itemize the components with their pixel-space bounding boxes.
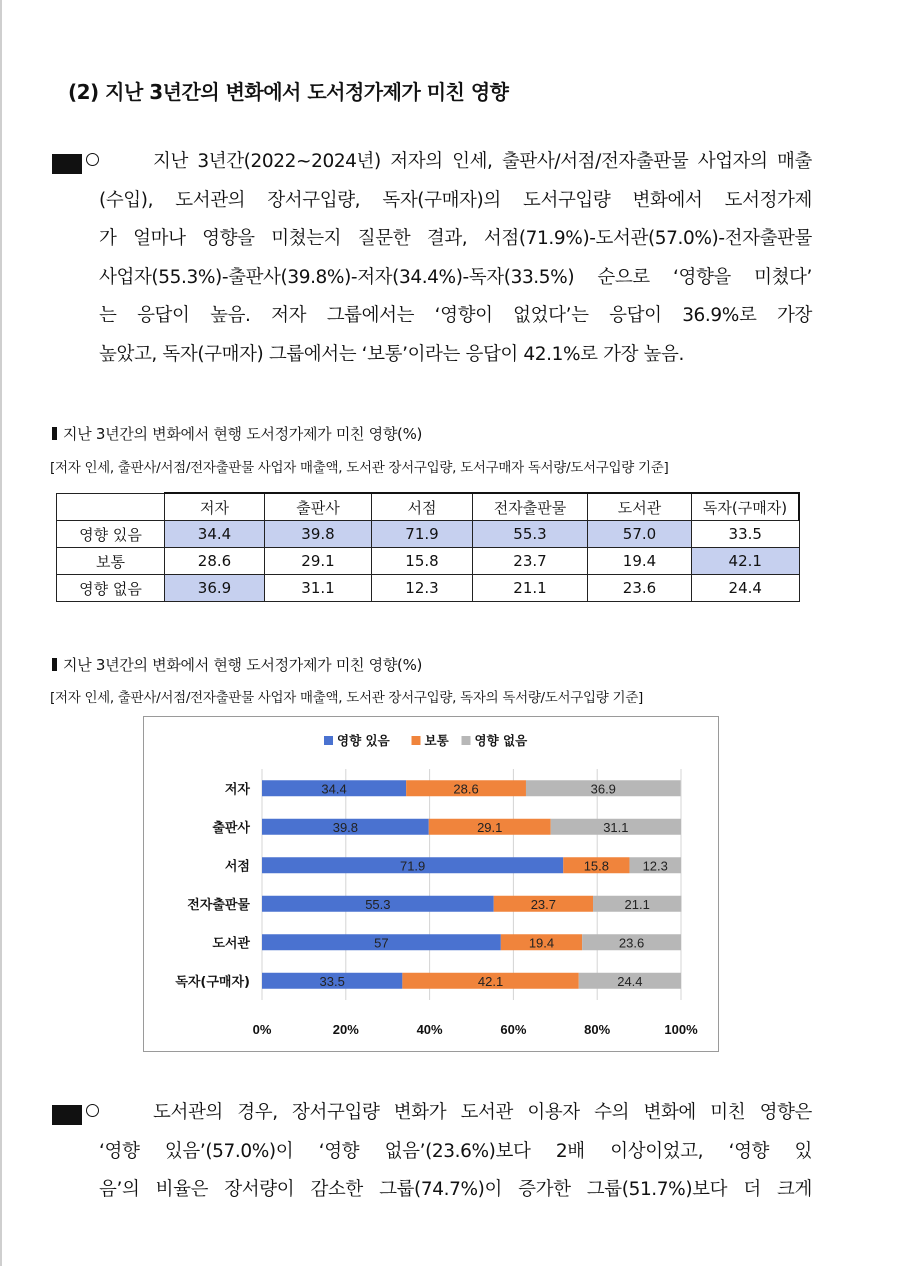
data-label: 15.8 (583, 858, 610, 874)
category-label: 독자(구매자) (175, 974, 250, 990)
legend-swatch (462, 736, 471, 745)
legend-swatch (324, 736, 333, 745)
chart-frame (143, 716, 719, 1052)
table-row (57, 521, 800, 548)
data-label: 31.1 (603, 819, 629, 835)
data-label: 55.3 (365, 896, 391, 912)
table-cell: 28.6 (165, 548, 265, 575)
bullet-circle-icon (86, 153, 99, 166)
legend-swatch (412, 736, 421, 745)
legend-label: 영향 없음 (474, 733, 528, 748)
redaction-marker (52, 1105, 82, 1125)
paragraph-1 (52, 143, 812, 374)
table-caption-text: 지난 3년간의 변화에서 현행 도서정가제가 미친 영향(%) (63, 425, 423, 443)
chart-subcaption: [저자 인세, 출판사/서점/전자출판물 사업자 매출액, 도서관 장서구입량, 독자의 독서량/도서구입량 기준] (50, 690, 643, 706)
x-tick-label: 40% (416, 1022, 443, 1037)
paragraph-line: 높았고, 독자(구매자) 그룹에서는 ‘보통’이라는 응답이 42.1%로 가장 높음. (99, 343, 684, 365)
table-cell: 39.8 (265, 521, 372, 548)
data-label: 21.1 (624, 896, 650, 912)
table-row (57, 575, 800, 602)
row-label: 보통 (57, 548, 165, 575)
table-cell: 55.3 (473, 521, 588, 548)
paragraph-line: 는 응답이 높음. 저자 그룹에서는 ‘영향이 없었다’는 응답이 36.9%로 가장 (99, 305, 812, 326)
page-left-border (0, 0, 2, 1266)
data-label: 29.1 (477, 819, 503, 835)
row-label: 영향 없음 (57, 575, 165, 602)
table-header-cell: 독자(구매자) (692, 493, 800, 521)
table-header-cell: 저자 (165, 493, 265, 521)
data-label: 23.7 (530, 896, 557, 912)
table-cell: 29.1 (265, 548, 372, 575)
paragraph-line: ‘영향 있음’(57.0%)이 ‘영향 없음’(23.6%)보다 2배 이상이었고, ‘영향 있 (99, 1140, 812, 1162)
table-cell: 71.9 (372, 521, 473, 548)
table-header-cell: 출판사 (265, 493, 372, 521)
table-row (57, 548, 800, 575)
stacked-bar-chart (144, 717, 718, 1051)
data-label: 28.6 (453, 781, 479, 797)
table-cell: 23.7 (473, 548, 588, 575)
data-label: 36.9 (590, 781, 616, 797)
row-label: 영향 있음 (57, 521, 165, 548)
table-cell: 19.4 (588, 548, 692, 575)
chart-caption (52, 654, 422, 675)
table-cell: 12.3 (372, 575, 473, 602)
x-tick-label: 100% (664, 1022, 698, 1037)
paragraph-line: 사업자(55.3%)-출판사(39.8%)-저자(34.4%)-독자(33.5%) 순으로 ‘영향을 미쳤다’ (99, 266, 812, 288)
paragraph-line: 지난 3년간(2022~2024년) 저자의 인세, 출판사/서점/전자출판물 사업자의 매출 (153, 151, 812, 172)
table-cell: 15.8 (372, 548, 473, 575)
table-cell: 31.1 (265, 575, 372, 602)
data-label: 23.6 (618, 935, 645, 951)
table-cell: 23.6 (588, 575, 692, 602)
category-label: 저자 (224, 782, 250, 798)
bullet-circle-icon (86, 1104, 99, 1117)
data-label: 24.4 (617, 973, 643, 989)
data-label: 33.5 (319, 973, 345, 989)
paragraph-line: 도서관의 경우, 장서구입량 변화가 도서관 이용자 수의 변화에 미친 영향은 (153, 1102, 812, 1123)
table-cell: 24.4 (692, 575, 800, 602)
category-label: 출판사 (212, 820, 250, 836)
data-label: 42.1 (477, 973, 504, 989)
category-label: 서점 (224, 859, 250, 875)
data-label: 12.3 (642, 858, 668, 874)
table-cell: 57.0 (588, 521, 692, 548)
x-tick-label: 80% (584, 1022, 611, 1037)
data-label: 19.4 (528, 935, 555, 951)
legend-label: 보통 (424, 733, 449, 748)
x-tick-label: 20% (332, 1022, 359, 1037)
section-title: (2) 지난 3년간의 변화에서 도서정가제가 미친 영향 (68, 80, 509, 104)
table-subcaption: [저자 인세, 출판사/서점/전자출판물 사업자 매출액, 도서관 장서구입량, 도서구매자 독서량/도서구입량 기준] (50, 460, 669, 476)
chart-caption-text: 지난 3년간의 변화에서 현행 도서정가제가 미친 영향(%) (63, 656, 423, 674)
table-caption (52, 423, 422, 444)
data-label: 57 (374, 935, 389, 951)
data-label: 34.4 (321, 781, 347, 797)
paragraph-line: 가 얼마나 영향을 미쳤는지 질문한 결과, 서점(71.9%)-도서관(57.0%)-전자출판물 (99, 228, 812, 249)
table-cell: 36.9 (165, 575, 265, 602)
x-tick-label: 60% (500, 1022, 527, 1037)
category-label: 전자출판물 (187, 897, 250, 913)
legend-label: 영향 있음 (337, 733, 390, 748)
data-table (56, 492, 800, 602)
table-header-cell: 전자출판물 (473, 493, 588, 521)
table-header-cell: 도서관 (588, 493, 692, 521)
table-header-cell: 서점 (372, 493, 473, 521)
table-cell: 42.1 (692, 548, 800, 575)
paragraph-line: (수입), 도서관의 장서구입량, 독자(구매자)의 도서구입량 변화에서 도서정가제 (99, 189, 812, 211)
paragraph-line: 음’의 비율은 장서량이 감소한 그룹(74.7%)이 증가한 그룹(51.7%)보다 더 크게 (99, 1179, 812, 1200)
table-corner-cell (57, 493, 165, 521)
category-label: 도서관 (212, 936, 250, 952)
caption-square-icon (52, 658, 57, 671)
data-label: 39.8 (332, 819, 359, 835)
table-cell: 21.1 (473, 575, 588, 602)
data-label: 71.9 (399, 858, 426, 874)
x-tick-label: 0% (252, 1022, 272, 1037)
caption-square-icon (52, 427, 57, 440)
table-cell: 33.5 (692, 521, 800, 548)
table-cell: 34.4 (165, 521, 265, 548)
paragraph-2 (52, 1094, 812, 1210)
redaction-marker (52, 154, 82, 174)
table-header-row (57, 493, 800, 521)
